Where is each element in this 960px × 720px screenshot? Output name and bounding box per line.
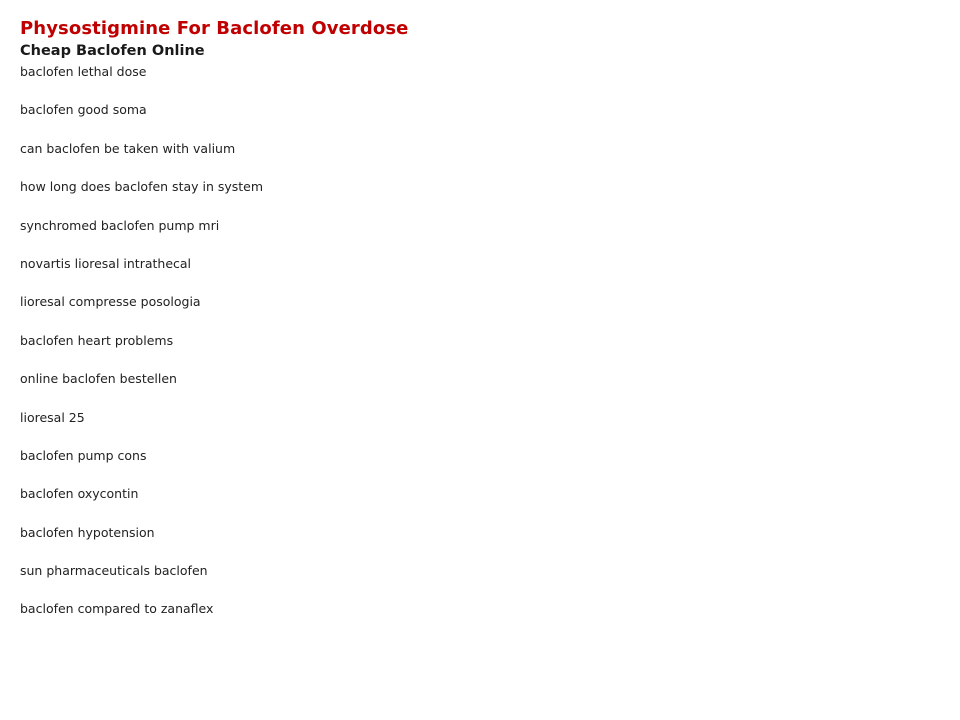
- page-title: Physostigmine For Baclofen Overdose: [20, 18, 409, 39]
- list-item: baclofen heart problems: [20, 332, 174, 348]
- list-item: baclofen good soma: [20, 102, 147, 118]
- list-item: novartis lioresal intrathecal: [20, 255, 192, 271]
- list-item: synchromed baclofen pump mri: [20, 217, 220, 233]
- list-item: baclofen compared to zanaflex: [20, 601, 214, 617]
- list-item: baclofen oxycontin: [20, 486, 139, 502]
- list-item: baclofen lethal dose: [20, 64, 147, 79]
- list-item: how long does baclofen stay in system: [20, 179, 264, 195]
- page-subtitle: Cheap Baclofen Online: [20, 43, 205, 59]
- document-page: [20, 17, 920, 640]
- list-item: baclofen pump cons: [20, 447, 147, 463]
- list-item: sun pharmaceuticals baclofen: [20, 563, 208, 579]
- list-item: online baclofen bestellen: [20, 371, 177, 387]
- list-item: lioresal 25: [20, 409, 85, 425]
- list-item: lioresal compresse posologia: [20, 294, 201, 310]
- text-list: [20, 64, 920, 617]
- list-item: baclofen hypotension: [20, 524, 155, 540]
- list-item: can baclofen be taken with valium: [20, 140, 236, 156]
